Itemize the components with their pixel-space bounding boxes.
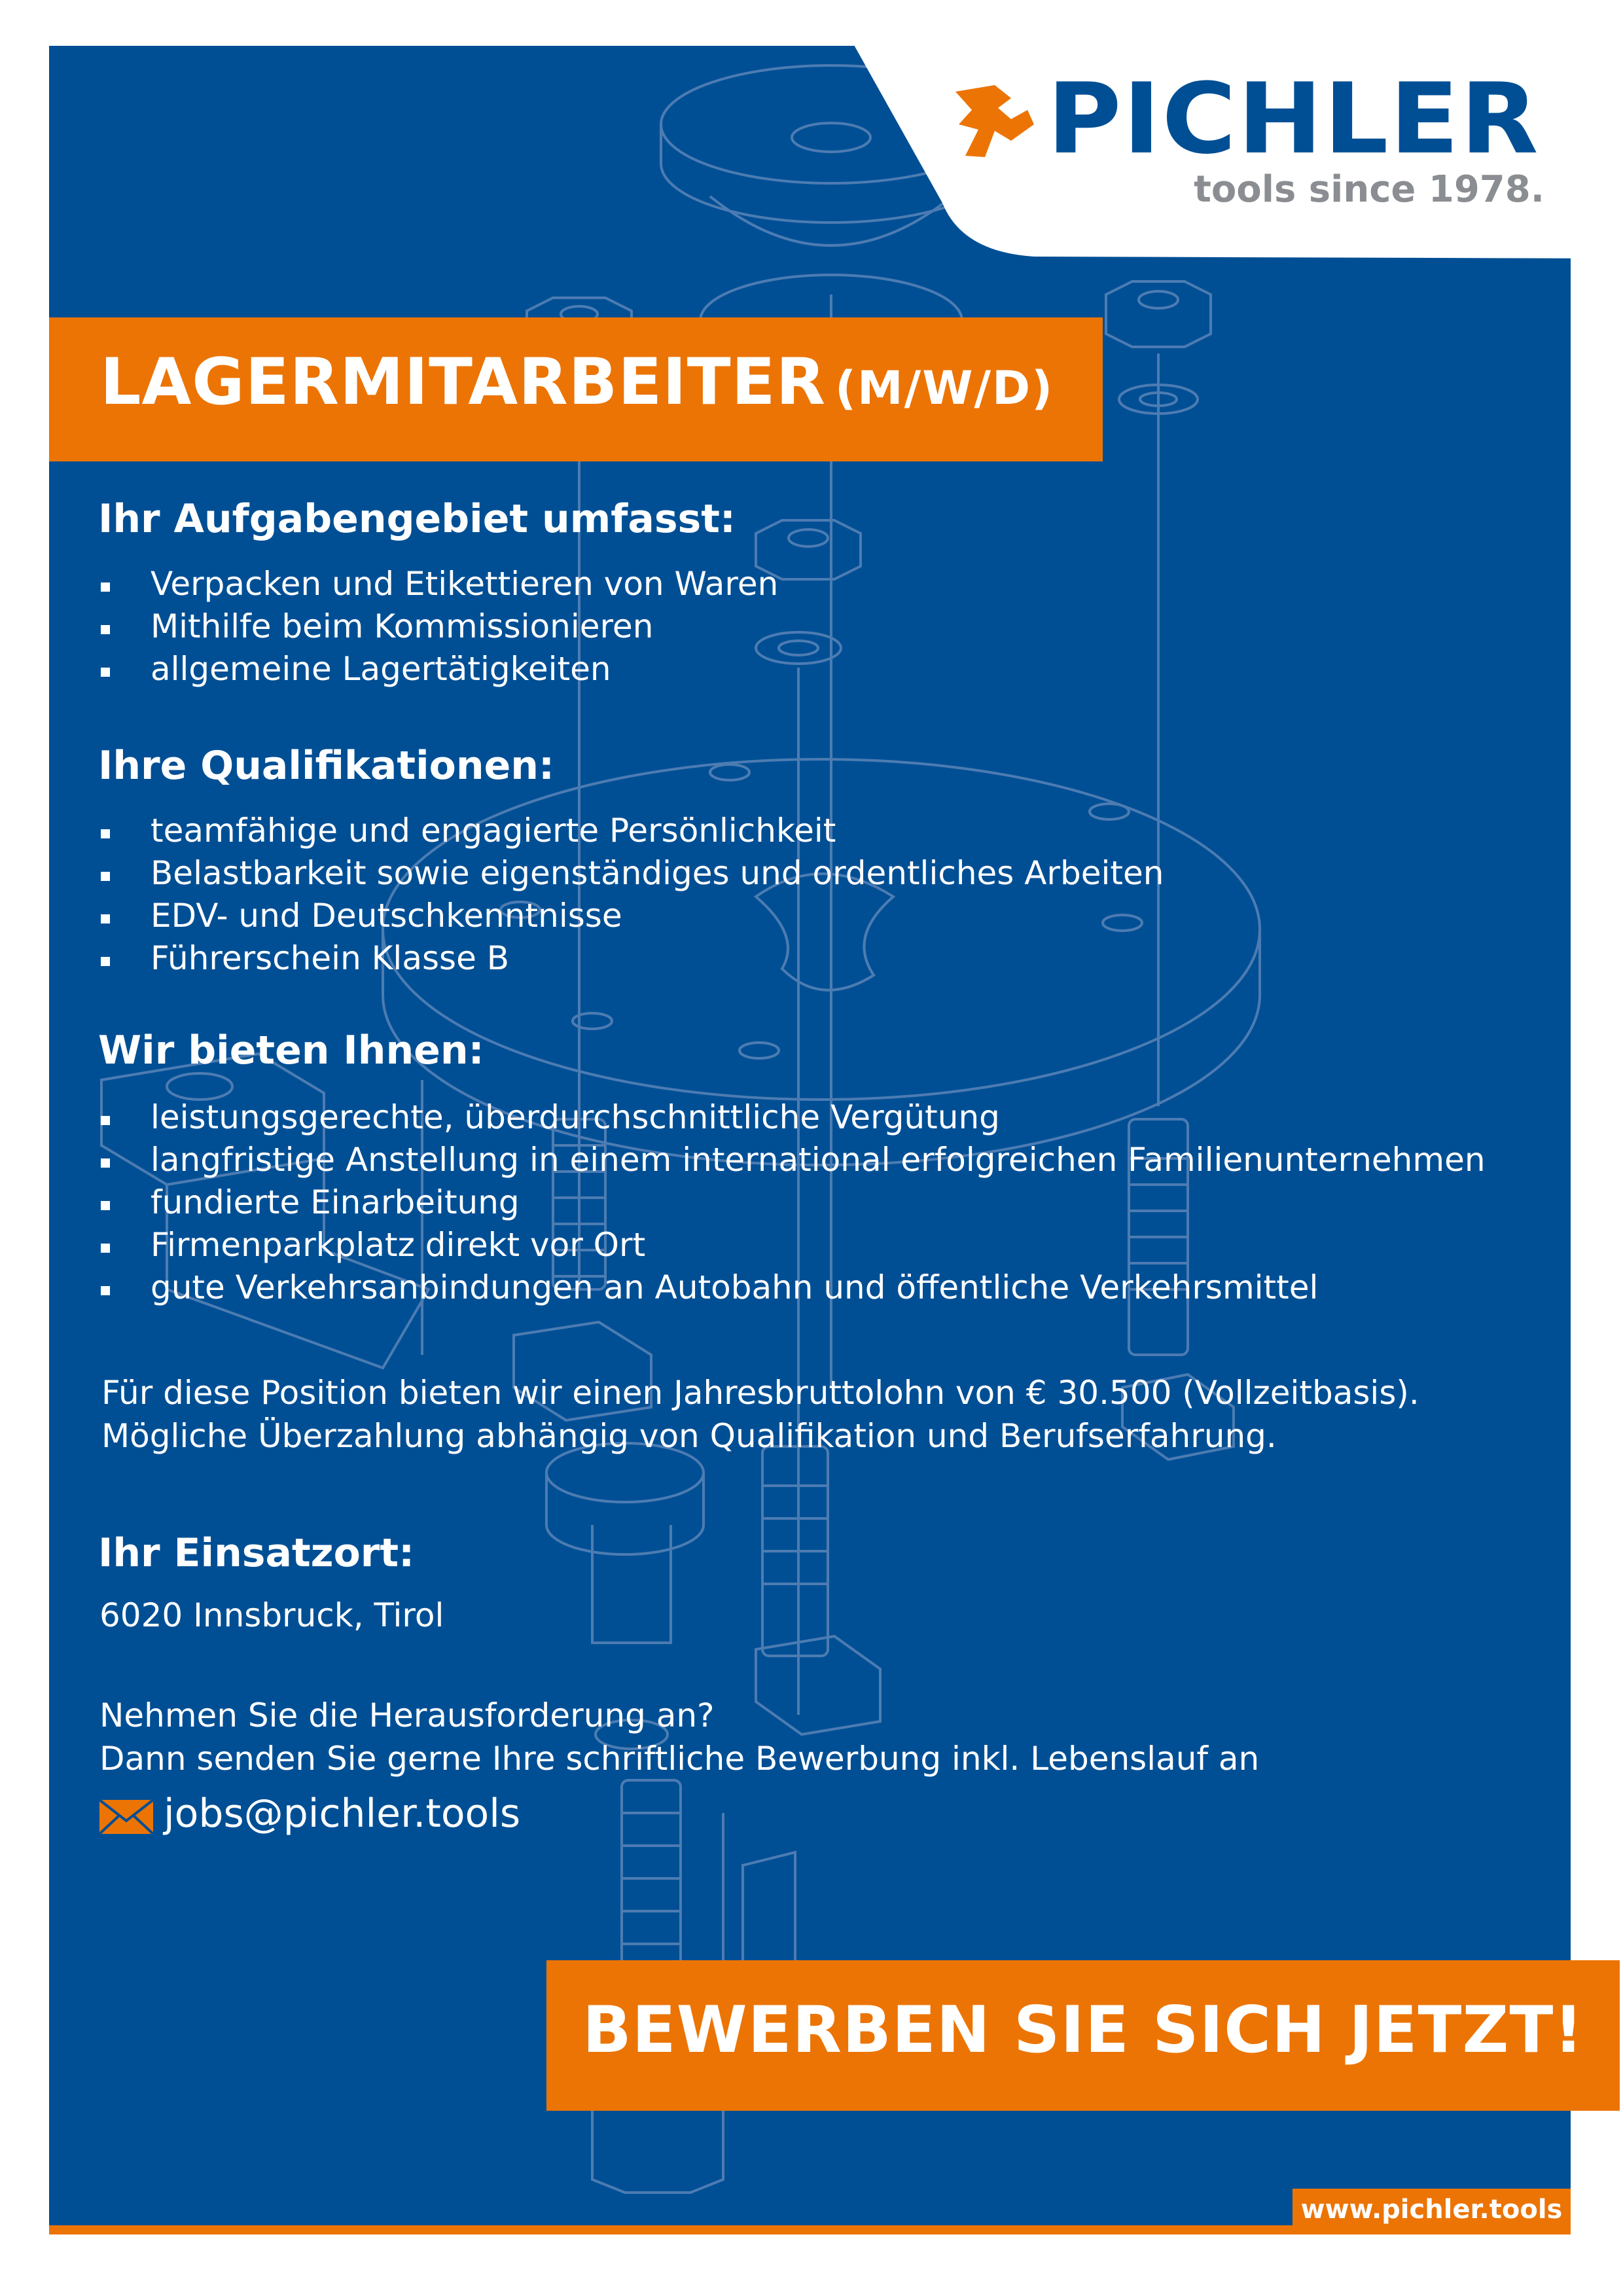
tasks-heading: Ihr Aufgabengebiet umfasst: xyxy=(98,496,736,542)
brand-tagline: tools since 1978. xyxy=(1194,168,1544,211)
list-item: Firmenparkplatz direkt vor Ort xyxy=(98,1224,1486,1266)
list-item: Belastbarkeit sowie eigenständiges und ordentliches Arbeiten xyxy=(98,852,1164,895)
tasks-list xyxy=(98,563,778,691)
list-item: leistungsgerechte, überdurchschnittliche Vergütung xyxy=(98,1096,1486,1139)
bullet-icon xyxy=(101,957,110,966)
website-badge xyxy=(1293,2189,1571,2232)
application-line-1: Nehmen Sie die Herausforderung an? xyxy=(99,1696,715,1734)
apply-now-label: BEWERBEN SIE SICH JETZT! xyxy=(582,1993,1584,2068)
qualifications-heading: Ihre Qualifikationen: xyxy=(98,743,555,789)
bullet-icon xyxy=(101,829,110,838)
offer-list xyxy=(98,1096,1486,1309)
bullet-icon xyxy=(101,1286,110,1295)
offer-heading: Wir bieten Ihnen: xyxy=(98,1028,484,1073)
bullet-icon xyxy=(101,872,110,881)
bullet-icon xyxy=(101,583,110,592)
location-heading: Ihr Einsatzort: xyxy=(98,1530,415,1576)
email-link[interactable]: jobs@pichler.tools xyxy=(164,1791,521,1837)
apply-now-banner xyxy=(546,1960,1620,2111)
bullet-icon xyxy=(101,1116,110,1125)
list-item: Mithilfe beim Kommissionieren xyxy=(98,605,778,648)
job-title-banner xyxy=(49,317,1103,461)
wrench-claw-icon xyxy=(949,79,1041,164)
bullet-icon xyxy=(101,1158,110,1168)
bullet-icon xyxy=(101,625,110,634)
salary-line-2: Mögliche Überzahlung abhängig von Qualifikation und Berufserfahrung. xyxy=(101,1417,1277,1455)
location-value: 6020 Innsbruck, Tirol xyxy=(99,1596,444,1634)
list-item: teamfähige und engagierte Persönlichkeit xyxy=(98,810,1164,852)
brand-name: PICHLER xyxy=(1047,62,1540,176)
salary-info xyxy=(101,1371,1419,1458)
brand-logo xyxy=(942,62,1564,223)
qualifications-list xyxy=(98,810,1164,980)
job-title-main: LAGERMITARBEITER xyxy=(100,345,827,420)
application-text xyxy=(99,1694,1259,1780)
bullet-icon xyxy=(101,1201,110,1210)
envelope-icon xyxy=(98,1799,154,1835)
bullet-icon xyxy=(101,1244,110,1253)
salary-line-1: Für diese Position bieten wir einen Jahresbruttolohn von € 30.500 (Vollzeitbasis). xyxy=(101,1374,1419,1412)
job-title xyxy=(100,345,1054,420)
list-item: Verpacken und Etikettieren von Waren xyxy=(98,563,778,605)
list-item: fundierte Einarbeitung xyxy=(98,1181,1486,1224)
website-link[interactable]: www.pichler.tools xyxy=(1300,2195,1563,2225)
list-item: Führerschein Klasse B xyxy=(98,937,1164,980)
job-title-suffix: (M/W/D) xyxy=(835,361,1054,415)
application-line-2: Dann senden Sie gerne Ihre schriftliche Bewerbung inkl. Lebenslauf an xyxy=(99,1740,1260,1778)
list-item: EDV- und Deutschkenntnisse xyxy=(98,895,1164,937)
list-item: allgemeine Lagertätigkeiten xyxy=(98,648,778,691)
list-item: gute Verkehrsanbindungen an Autobahn und öffentliche Verkehrsmittel xyxy=(98,1266,1486,1309)
bullet-icon xyxy=(101,668,110,677)
bullet-icon xyxy=(101,914,110,924)
list-item: langfristige Anstellung in einem international erfolgreichen Familienunternehmen xyxy=(98,1139,1486,1181)
